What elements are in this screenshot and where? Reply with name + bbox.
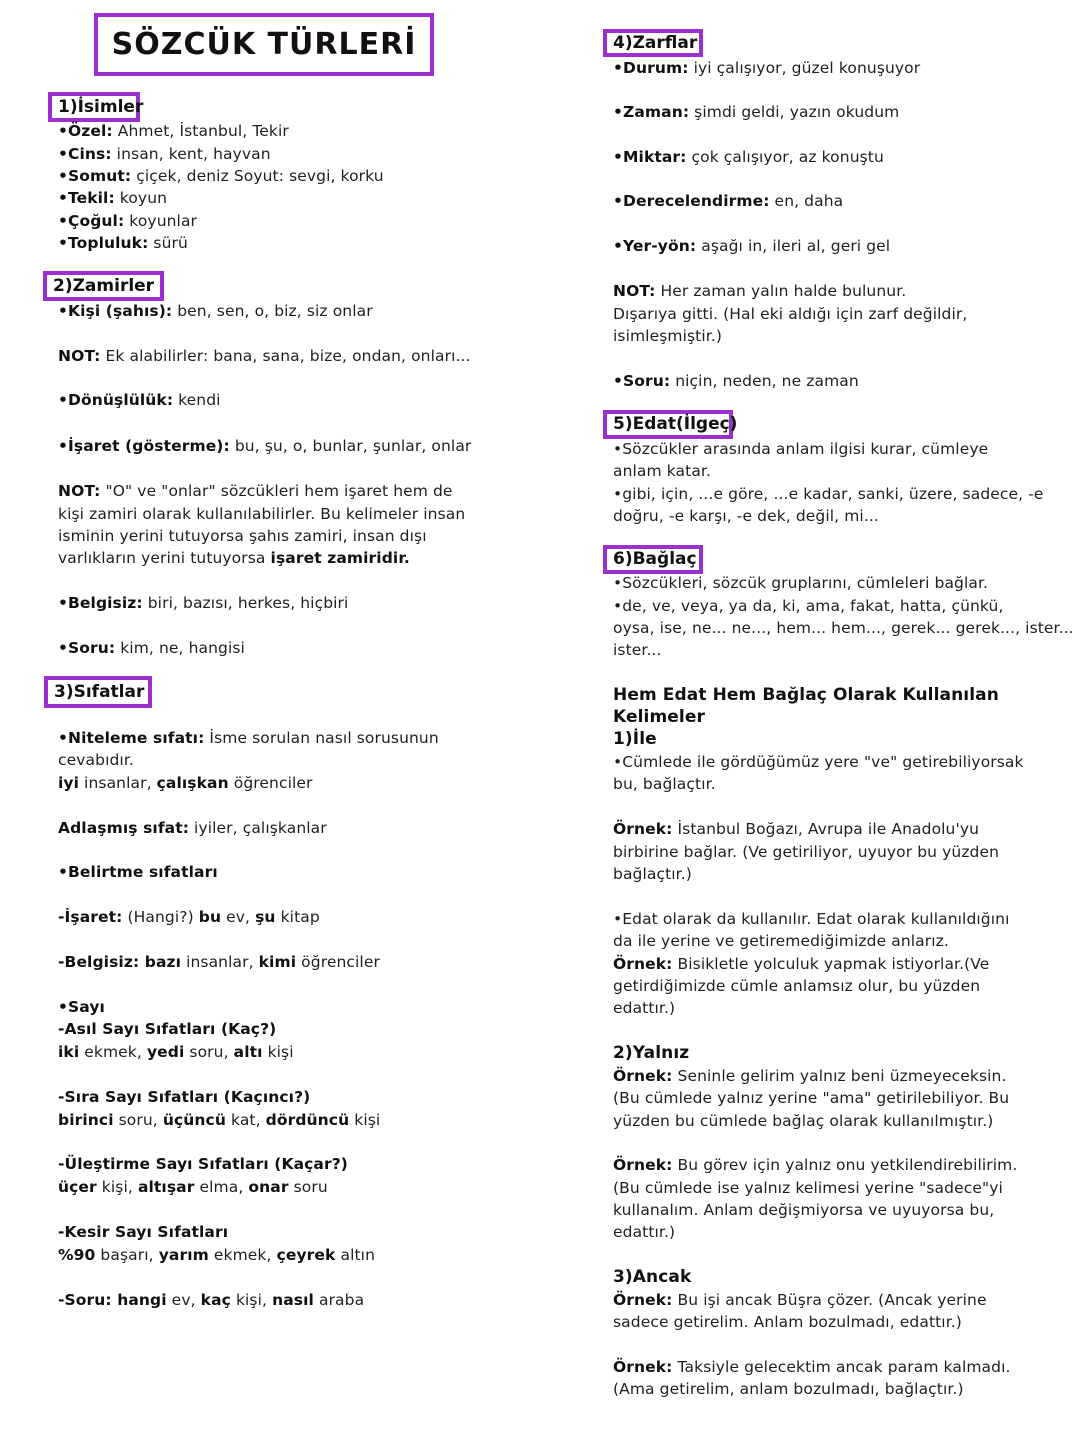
edat-line2: anlam katar. bbox=[613, 462, 712, 480]
edat-line4: doğru, -e karşı, -e dek, değil, mi... bbox=[613, 507, 879, 525]
baglac-line4: ister... bbox=[613, 641, 662, 659]
baglac-line1: •Sözcükleri, sözcük gruplarını, cümleleri bağlar. bbox=[613, 574, 989, 592]
section-heading-isimler: 1)İsimler bbox=[48, 92, 140, 122]
zarf-miktar: •Miktar: çok çalışıyor, az konuştu bbox=[613, 148, 884, 166]
isim-item-somut: •Somut: çiçek, deniz Soyut: sevgi, korku bbox=[58, 167, 384, 185]
yalniz-example2-line1: Örnek: Bu görev için yalnız onu yetkilendirebilirim. bbox=[613, 1156, 1018, 1174]
sifat-adlasmis: Adlaşmış sıfat: iyiler, çalışkanlar bbox=[58, 819, 327, 837]
isim-item-cins: •Cins: insan, kent, hayvan bbox=[58, 145, 271, 163]
sifat-niteleme-example: iyi insanlar, çalışkan öğrenciler bbox=[58, 774, 313, 792]
sifat-niteleme-line2: cevabıdır. bbox=[58, 751, 134, 769]
sifat-ulestirme-example: üçer kişi, altışar elma, onar soru bbox=[58, 1178, 328, 1196]
sifat-sira-heading: -Sıra Sayı Sıfatları (Kaçıncı?) bbox=[58, 1088, 311, 1106]
yalniz-example1-line2: (Bu cümlede yalnız yerine "ama" getirilebiliyor. Bu bbox=[613, 1089, 1010, 1107]
section-heading-edat: 5)Edat(İlgeç) bbox=[603, 410, 733, 439]
sifat-belgisiz: -Belgisiz: bazı insanlar, kimi öğrenciler bbox=[58, 953, 380, 971]
ancak-example2-line1: Örnek: Taksiyle gelecektim ancak param kalmadı. bbox=[613, 1358, 1011, 1376]
page-title: SÖZCÜK TÜRLERİ bbox=[111, 26, 417, 62]
sifat-kesir-example: %90 başarı, yarım ekmek, çeyrek altın bbox=[58, 1246, 375, 1264]
ile-example2-line3: edattır.) bbox=[613, 999, 676, 1017]
zamir-belgisiz: •Belgisiz: biri, bazısı, herkes, hiçbiri bbox=[58, 594, 349, 612]
sifat-isaret: -İşaret: (Hangi?) bu ev, şu kitap bbox=[58, 908, 320, 926]
zamir-donusluluk: •Dönüşlülük: kendi bbox=[58, 391, 221, 409]
edat-line3: •gibi, için, ...e göre, ...e kadar, sanki, üzere, sadece, -e bbox=[613, 485, 1044, 503]
sifat-asil-example: iki ekmek, yedi soru, altı kişi bbox=[58, 1043, 294, 1061]
ile-edat-line2: da ile yerine ve getiremediğimizde anlarız. bbox=[613, 932, 949, 950]
zarf-durum: •Durum: iyi çalışıyor, güzel konuşuyor bbox=[613, 59, 921, 77]
both-title-line2: Kelimeler bbox=[613, 707, 705, 727]
section-heading-zamirler: 2)Zamirler bbox=[43, 271, 164, 301]
ile-example2-line1: Örnek: Bisikletle yolculuk yapmak istiyorlar.(Ve bbox=[613, 955, 990, 973]
section-heading-sifatlar: 3)Sıfatlar bbox=[44, 676, 152, 708]
yalniz-example2-line2: (Bu cümlede ise yalnız kelimesi yerine "sadece"yi bbox=[613, 1179, 1003, 1197]
zamir-kisi: •Kişi (şahıs): ben, sen, o, biz, siz onlar bbox=[58, 302, 373, 320]
yalniz-example2-line3: kullanalım. Anlam değişmiyorsa ve uyuyorsa bu, bbox=[613, 1201, 995, 1219]
sifat-niteleme: •Niteleme sıfatı: İsme sorulan nasıl sorusunun bbox=[58, 729, 439, 747]
ile-heading: 1)İle bbox=[613, 729, 657, 749]
ile-line2: bu, bağlaçtır. bbox=[613, 775, 716, 793]
zamir-not1: NOT: Ek alabilirler: bana, sana, bize, ondan, onları... bbox=[58, 347, 471, 365]
section-heading-zarflar: 4)Zarflar bbox=[603, 29, 703, 57]
baglac-line2: •de, ve, veya, ya da, ki, ama, fakat, hatta, çünkü, bbox=[613, 597, 1004, 615]
sifat-sira-example: birinci soru, üçüncü kat, dördüncü kişi bbox=[58, 1111, 381, 1129]
sifat-sayi: •Sayı bbox=[58, 998, 105, 1016]
isim-item-cogul: •Çoğul: koyunlar bbox=[58, 212, 198, 230]
both-title-line1: Hem Edat Hem Bağlaç Olarak Kullanılan bbox=[613, 685, 999, 705]
ancak-example1-line2: sadece getirelim. Anlam bozulmadı, edattır.) bbox=[613, 1313, 962, 1331]
ile-example2-line2: getirdiğimizde cümle anlamsız olur, bu yüzden bbox=[613, 977, 981, 995]
yalniz-heading: 2)Yalnız bbox=[613, 1043, 690, 1063]
section-heading-baglac: 6)Bağlaç bbox=[603, 545, 703, 574]
zarf-not-line1: NOT: Her zaman yalın halde bulunur. bbox=[613, 282, 907, 300]
title-box bbox=[94, 13, 434, 76]
sifat-asil-heading: -Asıl Sayı Sıfatları (Kaç?) bbox=[58, 1020, 277, 1038]
sifat-kesir-heading: -Kesir Sayı Sıfatları bbox=[58, 1223, 229, 1241]
yalniz-example1-line1: Örnek: Seninle gelirim yalnız beni üzmeyeceksin. bbox=[613, 1067, 1007, 1085]
zamir-not2-line2: kişi zamiri olarak kullanılabilirler. Bu kelimeler insan bbox=[58, 505, 466, 523]
isim-item-topluluk: •Topluluk: sürü bbox=[58, 234, 188, 252]
ile-example1-line3: bağlaçtır.) bbox=[613, 865, 692, 883]
ancak-heading: 3)Ancak bbox=[613, 1267, 692, 1287]
isim-item-tekil: •Tekil: koyun bbox=[58, 189, 168, 207]
zamir-soru: •Soru: kim, ne, hangisi bbox=[58, 639, 245, 657]
zamir-not2-line3: isminin yerini tutuyorsa şahıs zamiri, insan dışı bbox=[58, 527, 427, 545]
zamir-not2-line1: NOT: "O" ve "onlar" sözcükleri hem işaret hem de bbox=[58, 482, 453, 500]
ile-example1-line2: birbirine bağlar. (Ve getiriliyor, uyuyor bu yüzden bbox=[613, 843, 1000, 861]
zarf-yeryon: •Yer-yön: aşağı in, ileri al, geri gel bbox=[613, 237, 891, 255]
sifat-soru: -Soru: hangi ev, kaç kişi, nasıl araba bbox=[58, 1291, 365, 1309]
zarf-soru: •Soru: niçin, neden, ne zaman bbox=[613, 372, 859, 390]
zarf-zaman: •Zaman: şimdi geldi, yazın okudum bbox=[613, 103, 900, 121]
zarf-not-line2: Dışarıya gitti. (Hal eki aldığı için zarf değildir, bbox=[613, 305, 968, 323]
sifat-belirtme: •Belirtme sıfatları bbox=[58, 863, 218, 881]
ile-edat-line1: •Edat olarak da kullanılır. Edat olarak kullanıldığını bbox=[613, 910, 1010, 928]
yalniz-example1-line3: yüzden bu cümlede bağlaç olarak kullanılmıştır.) bbox=[613, 1112, 994, 1130]
ile-line1: •Cümlede ile gördüğümüz yere "ve" getirebiliyorsak bbox=[613, 753, 1024, 771]
ancak-example2-line2: (Ama getirelim, anlam bozulmadı, bağlaçtır.) bbox=[613, 1380, 964, 1398]
edat-line1: •Sözcükler arasında anlam ilgisi kurar, cümleye bbox=[613, 440, 989, 458]
sifat-ulestirme-heading: -Üleştirme Sayı Sıfatları (Kaçar?) bbox=[58, 1155, 348, 1173]
zarf-not-line3: isimleşmiştir.) bbox=[613, 327, 722, 345]
ile-example1-line1: Örnek: İstanbul Boğazı, Avrupa ile Anadolu'yu bbox=[613, 820, 980, 838]
baglac-line3: oysa, ise, ne... ne..., hem... hem..., gerek... gerek..., ister... bbox=[613, 619, 1074, 637]
zamir-isaret: •İşaret (gösterme): bu, şu, o, bunlar, şunlar, onlar bbox=[58, 437, 472, 455]
isim-item-ozel: •Özel: Ahmet, İstanbul, Tekir bbox=[58, 122, 289, 140]
zarf-derecelendirme: •Derecelendirme: en, daha bbox=[613, 192, 844, 210]
ancak-example1-line1: Örnek: Bu işi ancak Büşra çözer. (Ancak yerine bbox=[613, 1291, 987, 1309]
zamir-not2-line4: varlıkların yerini tutuyorsa işaret zamiridir. bbox=[58, 549, 410, 567]
yalniz-example2-line4: edattır.) bbox=[613, 1223, 676, 1241]
